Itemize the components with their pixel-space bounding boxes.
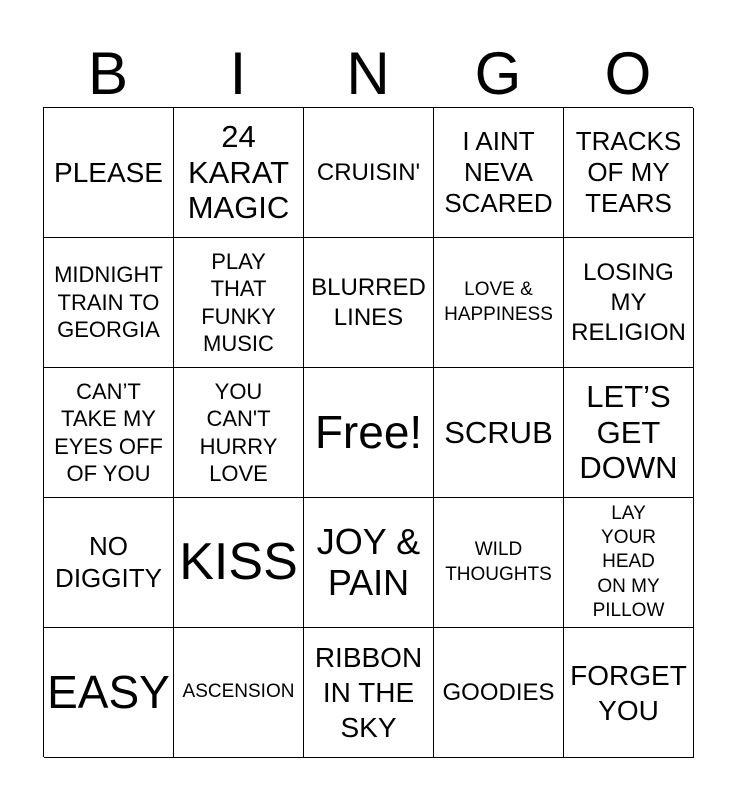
cell-label: LOVE & HAPPINESS: [444, 278, 553, 325]
cell-label: PLEASE: [54, 157, 163, 188]
cell-label: JOY & PAIN: [316, 521, 421, 603]
cell-label: CRUISIN': [316, 158, 421, 186]
bingo-cell[interactable]: [174, 628, 304, 758]
cell-label: CAN’T TAKE MY EYES OFF OF YOU: [54, 378, 163, 486]
cell-label: WILD THOUGHTS: [445, 538, 552, 585]
cell-label: 24 KARAT MAGIC: [187, 119, 290, 226]
bingo-cell[interactable]: [44, 498, 174, 628]
bingo-cell[interactable]: [564, 628, 694, 758]
header-letter-n: N: [346, 40, 390, 107]
cell-label: SCRUB: [444, 414, 553, 450]
bingo-cell[interactable]: [564, 238, 694, 368]
bingo-card-grid: [43, 107, 693, 757]
bingo-cell[interactable]: [564, 108, 694, 238]
bingo-cell[interactable]: [44, 238, 174, 368]
cell-label: LAY YOUR HEAD ON MY PILLOW: [592, 502, 665, 621]
bingo-cell[interactable]: [174, 498, 304, 628]
bingo-cell[interactable]: [304, 108, 434, 238]
cell-label: Free!: [314, 406, 423, 459]
cell-label: LET’S GET DOWN: [579, 379, 678, 486]
bingo-cell free-space[interactable]: [304, 368, 434, 498]
bingo-cell[interactable]: [434, 108, 564, 238]
cell-label: ASCENSION: [182, 681, 295, 703]
bingo-cell[interactable]: [434, 238, 564, 368]
bingo-cell[interactable]: [44, 108, 174, 238]
cell-label: NO DIGGITY: [55, 531, 162, 593]
bingo-cell[interactable]: [434, 368, 564, 498]
cell-label: I AINT NEVA SCARED: [444, 125, 553, 219]
cell-label: RIBBON IN THE SKY: [314, 642, 423, 743]
header-letter-g: G: [474, 40, 522, 107]
bingo-header: [43, 40, 693, 108]
bingo-cell[interactable]: [44, 628, 174, 758]
header-letter-o: O: [604, 40, 652, 107]
cell-label: EASY: [47, 666, 170, 719]
header-letter-i: I: [229, 40, 247, 107]
bingo-cell[interactable]: [434, 628, 564, 758]
bingo-cell[interactable]: [564, 498, 694, 628]
cell-label: YOU CAN'T HURRY LOVE: [199, 378, 278, 486]
header-letter-b: B: [87, 40, 129, 107]
cell-label: BLURRED LINES: [311, 273, 426, 331]
cell-label: TRACKS OF MY TEARS: [575, 125, 682, 219]
bingo-cell[interactable]: [304, 238, 434, 368]
bingo-cell[interactable]: [434, 498, 564, 628]
cell-label: LOSING MY RELIGION: [571, 258, 686, 346]
cell-label: KISS: [179, 533, 298, 592]
cell-label: FORGET YOU: [570, 659, 687, 726]
bingo-cell[interactable]: [174, 238, 304, 368]
cell-label: PLAY THAT FUNKY MUSIC: [201, 248, 276, 356]
bingo-cell[interactable]: [304, 498, 434, 628]
bingo-cell[interactable]: [174, 368, 304, 498]
bingo-cell[interactable]: [304, 628, 434, 758]
cell-label: MIDNIGHT TRAIN TO GEORGIA: [54, 262, 163, 343]
bingo-cell[interactable]: [174, 108, 304, 238]
cell-label: GOODIES: [442, 678, 555, 706]
bingo-cell[interactable]: [44, 368, 174, 498]
bingo-cell[interactable]: [564, 368, 694, 498]
